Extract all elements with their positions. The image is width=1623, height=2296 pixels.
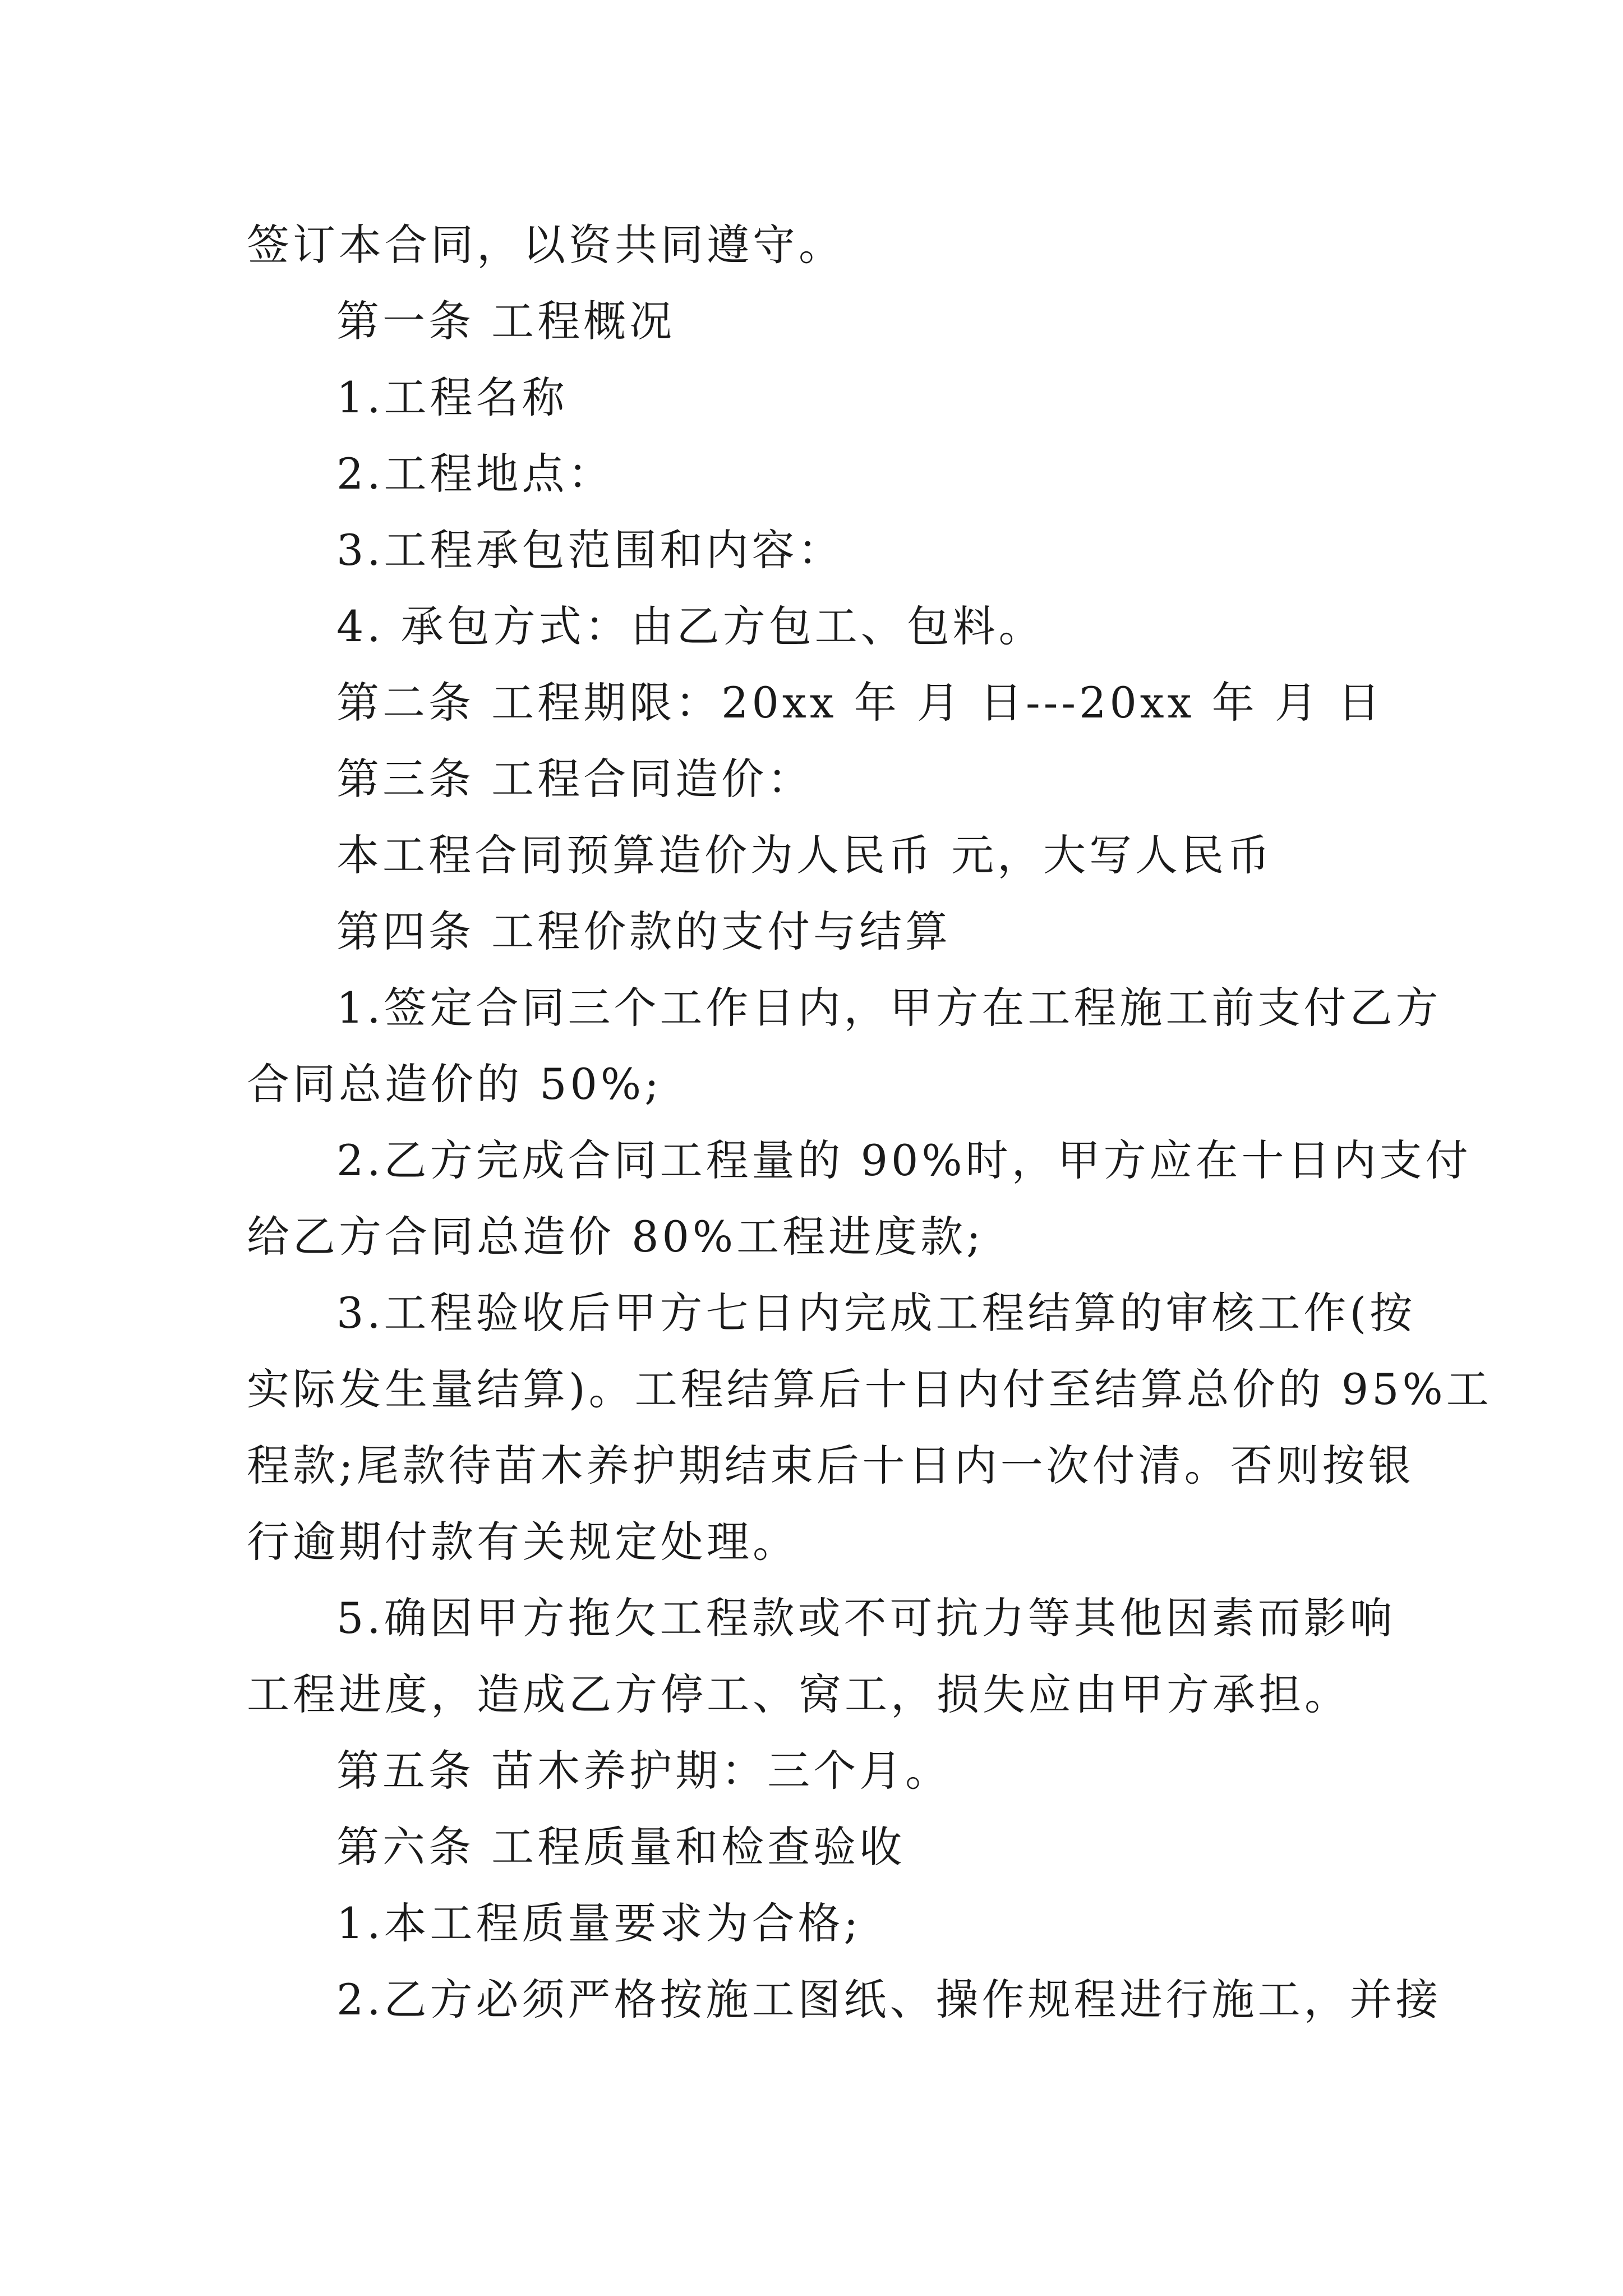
text-line: 本工程合同预算造价为人民币 元，大写人民币	[336, 830, 1274, 880]
text-line: 实际发生量结算)。工程结算后十日内付至结算总价的 95%工	[247, 1364, 1492, 1414]
text-line: 签订本合同，以资共同遵守。	[247, 220, 845, 270]
article-heading: 第六条 工程质量和检查验收	[336, 1822, 906, 1872]
article-heading: 第五条 苗木养护期：三个月。	[336, 1746, 952, 1796]
article-heading: 第二条 工程期限：20xx 年 月 日---20xx 年 月 日	[336, 678, 1384, 728]
text-line: 2.工程地点：	[336, 449, 614, 499]
text-line: 程款;尾款待苗木养护期结束后十日内一次付清。否则按银	[247, 1441, 1414, 1490]
text-line: 工程进度，造成乙方停工、窝工，损失应由甲方承担。	[247, 1669, 1350, 1719]
text-line: 5.确因甲方拖欠工程款或不可抗力等其他因素而影响	[336, 1593, 1396, 1643]
text-line: 1.本工程质量要求为合格;	[336, 1898, 862, 1948]
article-heading: 第三条 工程合同造价：	[336, 754, 814, 804]
text-line: 1.工程名称	[336, 372, 568, 422]
text-line: 行逾期付款有关规定处理。	[247, 1517, 799, 1567]
text-line: 3.工程承包范围和内容：	[336, 525, 844, 575]
article-heading: 第一条 工程概况	[336, 296, 676, 346]
text-line: 2.乙方完成合同工程量的 90%时，甲方应在十日内支付	[336, 1135, 1472, 1185]
text-line: 1.签定合同三个工作日内，甲方在工程施工前支付乙方	[336, 983, 1442, 1033]
text-line: 3.工程验收后甲方七日内完成工程结算的审核工作(按	[336, 1288, 1416, 1338]
text-line: 给乙方合同总造价 80%工程进度款;	[247, 1212, 984, 1262]
text-line: 4. 承包方式：由乙方包工、包料。	[336, 601, 1045, 651]
text-line: 2.乙方必须严格按施工图纸、操作规程进行施工，并接	[336, 1975, 1442, 2024]
article-heading: 第四条 工程价款的支付与结算	[336, 907, 952, 956]
text-line: 合同总造价的 50%;	[247, 1059, 662, 1109]
